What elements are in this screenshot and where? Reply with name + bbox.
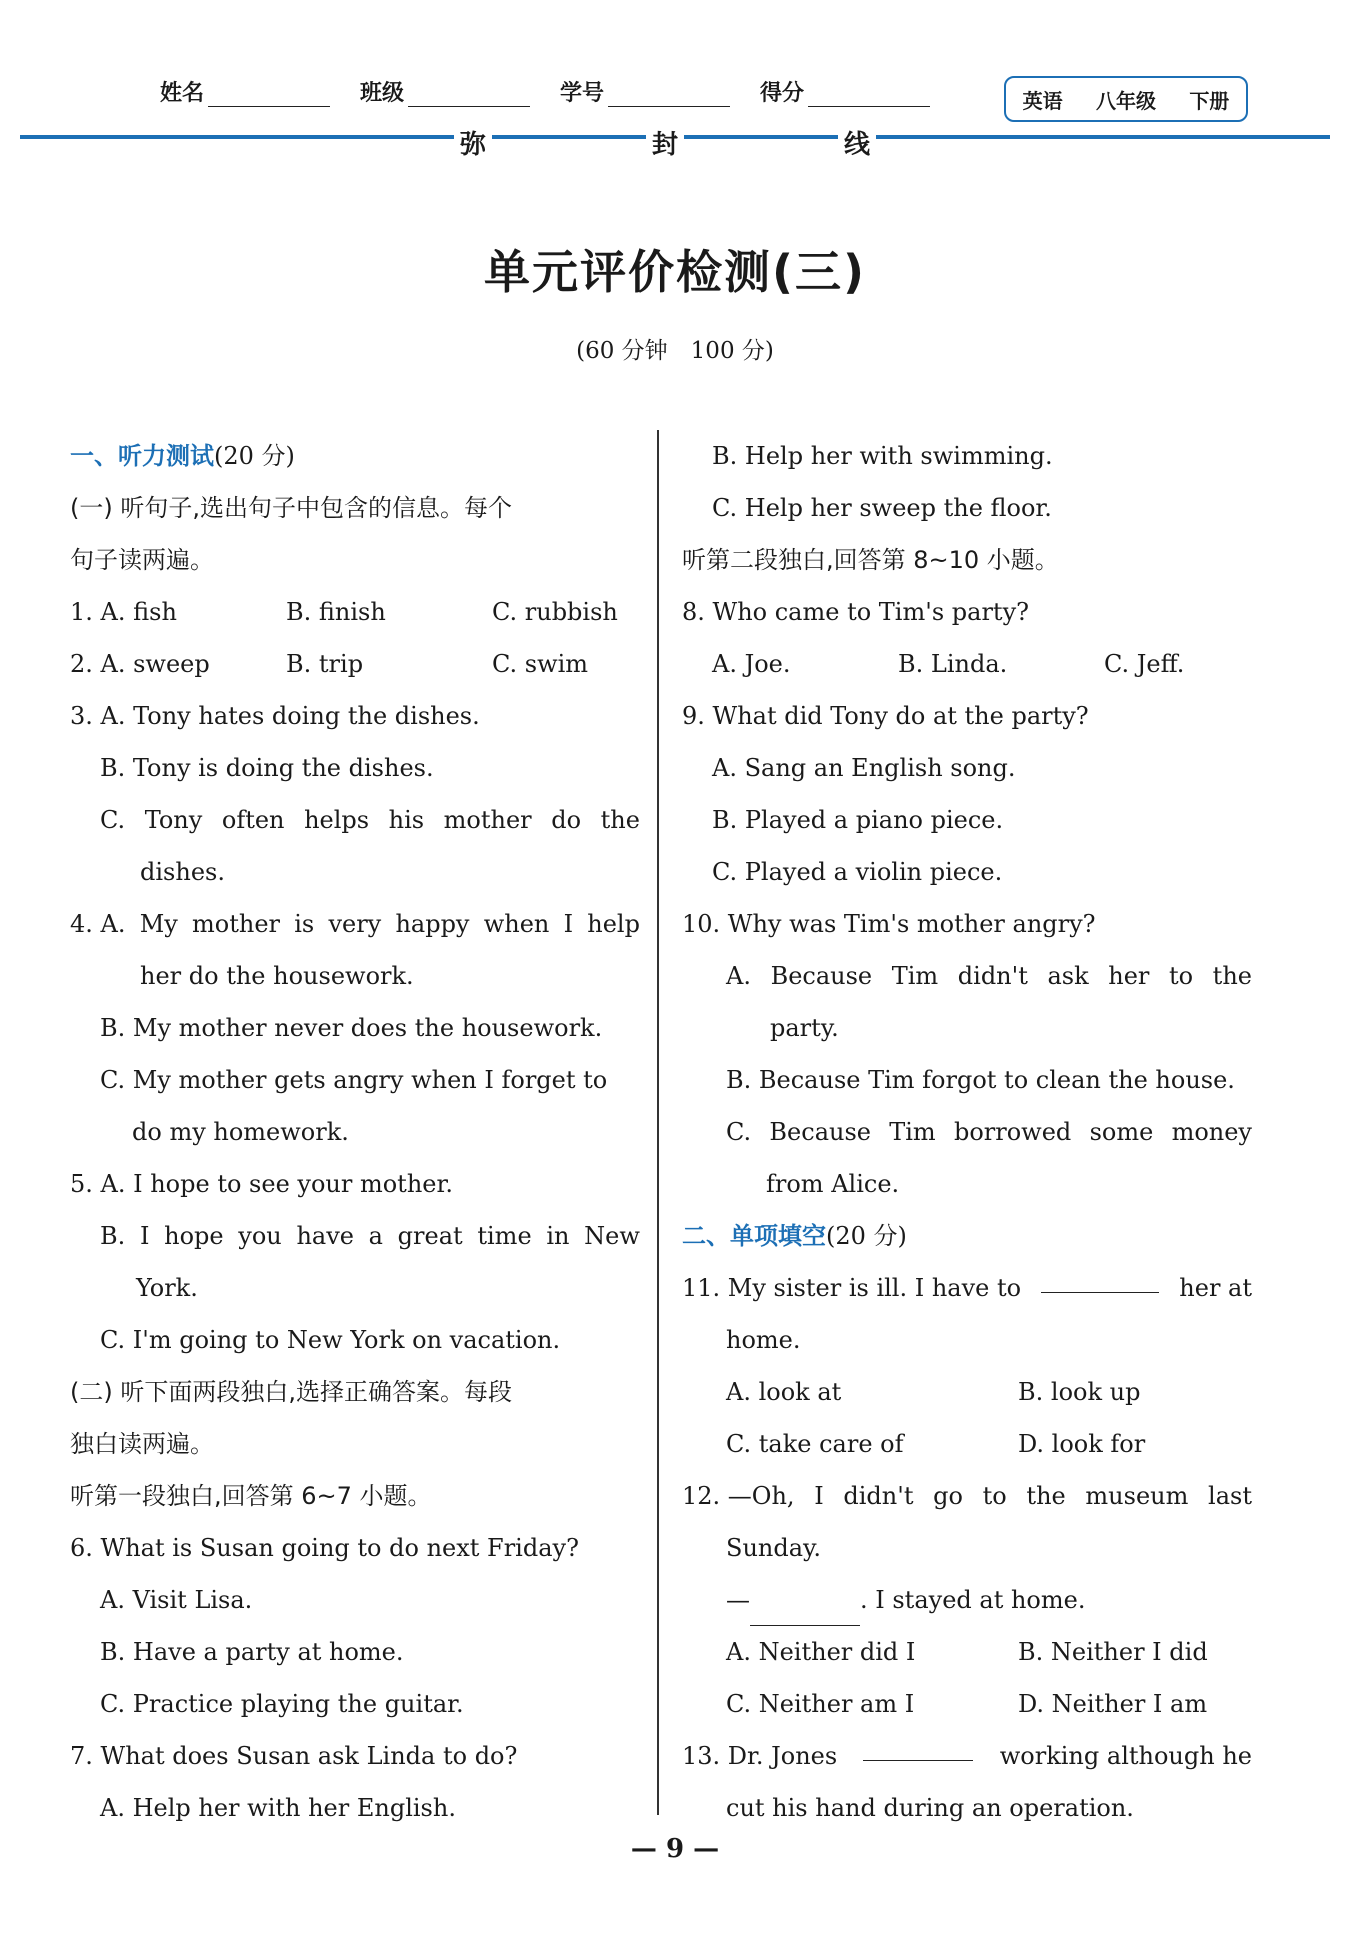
instruction: (二) 听下面两段独白,选择正确答案。每段: [70, 1378, 512, 1406]
option[interactable]: A. Sang an English song.: [712, 754, 1016, 782]
answer-blank[interactable]: [1041, 1262, 1159, 1293]
question-cont: cut his hand during an operation.: [726, 1794, 1134, 1822]
instruction: (一) 听句子,选出句子中包含的信息。每个: [70, 494, 512, 522]
question-11: 11. My sister is ill. I have to her at: [682, 1262, 1252, 1314]
option[interactable]: B. trip: [286, 650, 364, 678]
question-10: 10. Why was Tim's mother angry?: [682, 910, 1096, 938]
option[interactable]: C. Help her sweep the floor.: [712, 494, 1052, 522]
question-12-options: [682, 1626, 1252, 1678]
question-cont: home.: [726, 1326, 801, 1354]
student-id-field[interactable]: 学号: [560, 76, 730, 107]
question-12: 12. —Oh, I didn't go to the museum last: [682, 1482, 1252, 1510]
option[interactable]: 5. A. I hope to see your mother.: [70, 1170, 453, 1198]
option[interactable]: A. Joe.: [712, 650, 791, 678]
instruction: 句子读两遍。: [70, 546, 214, 574]
option[interactable]: C. Played a violin piece.: [712, 858, 1003, 886]
option[interactable]: C. rubbish: [492, 598, 618, 626]
question-cont: — . I stayed at home.: [682, 1574, 1252, 1626]
option[interactable]: A. Because Tim didn't ask her to the: [726, 962, 1252, 990]
option[interactable]: 3. A. Tony hates doing the dishes.: [70, 702, 480, 730]
left-column: [70, 430, 640, 1834]
question-8-options: [682, 638, 1252, 690]
option[interactable]: C. Because Tim borrowed some money: [726, 1118, 1252, 1146]
option[interactable]: C. My mother gets angry when I forget to: [100, 1066, 608, 1094]
answer-blank[interactable]: [863, 1730, 973, 1761]
option[interactable]: A. Neither did I: [726, 1638, 916, 1666]
option[interactable]: B. Played a piano piece.: [712, 806, 1004, 834]
seal-char: 弥: [454, 124, 492, 161]
time-score: (60 分钟 100 分): [576, 338, 774, 364]
option[interactable]: B. finish: [286, 598, 386, 626]
score-field[interactable]: 得分: [760, 76, 930, 107]
option-cont: her do the housework.: [140, 962, 414, 990]
option[interactable]: D. Neither I am: [1018, 1690, 1208, 1718]
option[interactable]: B. Linda.: [898, 650, 1008, 678]
option[interactable]: 1. A. fish: [70, 598, 177, 626]
page-number: — 9 —: [630, 1834, 720, 1864]
instruction: 独白读两遍。: [70, 1430, 214, 1458]
question-11-options: [682, 1366, 1252, 1418]
question-2: [70, 638, 640, 690]
option[interactable]: A. Help her with her English.: [100, 1794, 456, 1822]
seal-char: 封: [646, 124, 684, 161]
option[interactable]: C. Practice playing the guitar.: [100, 1690, 464, 1718]
seal-char: 线: [838, 124, 876, 161]
page-title: 单元评价检测(三): [483, 245, 867, 299]
option[interactable]: 4. A. My mother is very happy when I help: [70, 910, 640, 938]
right-column: [682, 430, 1252, 1834]
option-cont: party.: [770, 1014, 839, 1042]
option-cont: York.: [136, 1274, 198, 1302]
question-12-options: [682, 1678, 1252, 1730]
subject-badge: 英语 八年级 下册: [1004, 76, 1248, 122]
option[interactable]: B. My mother never does the housework.: [100, 1014, 603, 1042]
option[interactable]: A. look at: [726, 1378, 842, 1406]
question-1: [70, 586, 640, 638]
question-8: 8. Who came to Tim's party?: [682, 598, 1029, 626]
option-cont: from Alice.: [766, 1170, 900, 1198]
option[interactable]: C. take care of: [726, 1430, 904, 1458]
option[interactable]: B. Neither I did: [1018, 1638, 1208, 1666]
class-field[interactable]: 班级: [360, 76, 530, 107]
option[interactable]: 2. A. sweep: [70, 650, 210, 678]
question-7: 7. What does Susan ask Linda to do?: [70, 1742, 518, 1770]
column-divider: [657, 430, 659, 1815]
question-11-options: [682, 1418, 1252, 1470]
instruction: 听第一段独白,回答第 6~7 小题。: [70, 1482, 432, 1510]
answer-blank[interactable]: [750, 1595, 860, 1626]
question-13: 13. Dr. Jones working although he: [682, 1730, 1252, 1782]
option-cont: do my homework.: [132, 1118, 349, 1146]
option[interactable]: B. Because Tim forgot to clean the house.: [726, 1066, 1235, 1094]
option[interactable]: D. look for: [1018, 1430, 1146, 1458]
option[interactable]: B. Have a party at home.: [100, 1638, 404, 1666]
section-heading: 一、听力测试(20 分): [70, 442, 295, 470]
option[interactable]: B. Help her with swimming.: [712, 442, 1053, 470]
question-6: 6. What is Susan going to do next Friday?: [70, 1534, 579, 1562]
question-9: 9. What did Tony do at the party?: [682, 702, 1089, 730]
option[interactable]: C. I'm going to New York on vacation.: [100, 1326, 561, 1354]
option[interactable]: C. Tony often helps his mother do the: [100, 806, 640, 834]
option[interactable]: C. swim: [492, 650, 589, 678]
section-heading: 二、单项填空(20 分): [682, 1222, 907, 1250]
option[interactable]: A. Visit Lisa.: [100, 1586, 253, 1614]
option[interactable]: B. I hope you have a great time in New: [100, 1222, 640, 1250]
option[interactable]: C. Neither am I: [726, 1690, 915, 1718]
option[interactable]: B. Tony is doing the dishes.: [100, 754, 434, 782]
option[interactable]: C. Jeff.: [1104, 650, 1185, 678]
option[interactable]: B. look up: [1018, 1378, 1141, 1406]
option-cont: dishes.: [140, 858, 225, 886]
question-cont: Sunday.: [726, 1534, 822, 1562]
name-field[interactable]: 姓名: [160, 76, 330, 107]
instruction: 听第二段独白,回答第 8~10 小题。: [682, 546, 1059, 574]
student-info-fields: [160, 76, 960, 107]
